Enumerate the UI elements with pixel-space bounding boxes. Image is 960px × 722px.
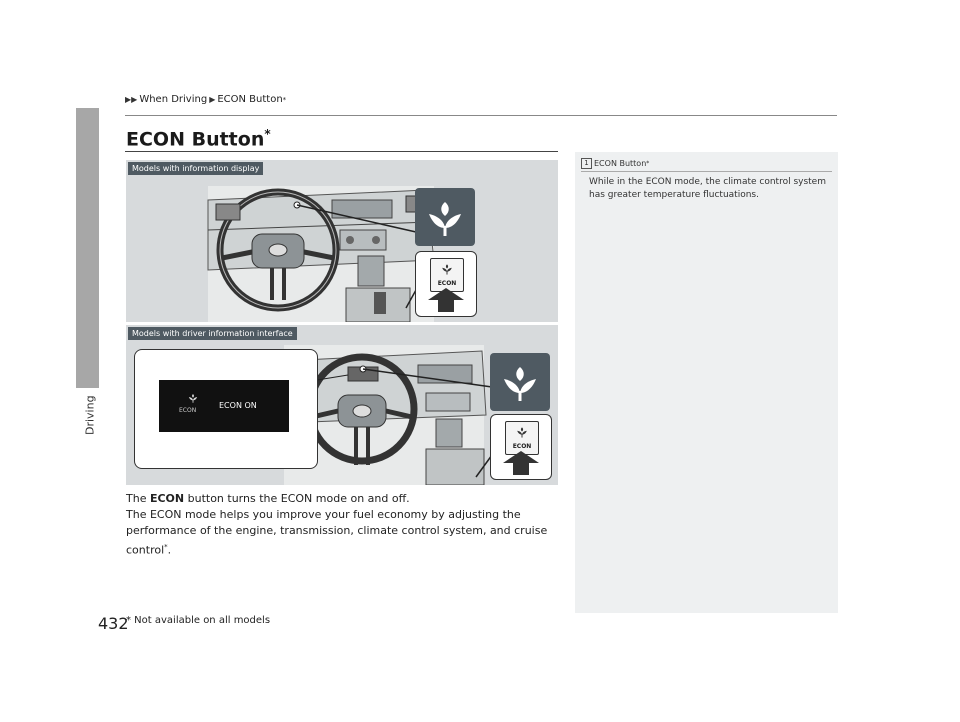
- page-number: 432: [98, 614, 129, 633]
- body-line-2-end: .: [167, 543, 172, 557]
- figure-tag: Models with driver information interface: [128, 327, 297, 340]
- page-title-star: *: [264, 127, 271, 141]
- breadcrumb-arrow-icon: ▶▶: [125, 95, 138, 104]
- section-label: Driving: [83, 395, 97, 435]
- title-rule: [125, 151, 558, 152]
- figure-driver-information-interface: [126, 325, 558, 485]
- econ-button-label: ECON: [512, 443, 532, 450]
- note-panel: [575, 152, 838, 613]
- econ-leaf-icon: [415, 188, 475, 246]
- econ-button: [505, 421, 539, 455]
- body-text: [126, 491, 556, 559]
- body-line-2: [126, 507, 556, 559]
- body-star: *: [164, 543, 168, 551]
- press-arrow-icon: [416, 288, 476, 314]
- body-line-1-post: button turns the ECON mode on and off.: [184, 492, 410, 505]
- econ-button: [430, 258, 464, 292]
- dashboard-illustration: [126, 160, 558, 322]
- econ-term: ECON: [149, 492, 185, 505]
- breadcrumb-arrow-icon: ▶: [209, 95, 216, 104]
- section-tab: [76, 108, 99, 388]
- footnote: * Not available on all models: [126, 615, 271, 626]
- breadcrumb-item-when-driving[interactable]: When Driving: [139, 94, 208, 105]
- breadcrumb-star: *: [282, 95, 287, 104]
- display-econ-label: ECON: [179, 407, 197, 414]
- note-heading-text[interactable]: ECON Button: [594, 159, 647, 168]
- econ-leaf-icon: [439, 262, 455, 276]
- econ-button-label: ECON: [437, 280, 457, 287]
- econ-icon-large: [490, 353, 550, 411]
- breadcrumb-item-econ-button[interactable]: ECON Button: [217, 94, 283, 105]
- econ-leaf-icon: [514, 425, 530, 439]
- body-line-1-pre: The: [126, 492, 150, 505]
- note-heading-star: *: [646, 160, 650, 167]
- body-line-2-text: The ECON mode helps you improve your fuel economy by adjusting the performance of the engine, transmission, climate control system, and cruise control: [126, 508, 548, 557]
- header-rule: [125, 115, 837, 116]
- econ-leaf-icon: [490, 353, 550, 411]
- breadcrumb: [125, 94, 286, 105]
- econ-button-closeup: [490, 414, 552, 480]
- display-closeup: [134, 349, 318, 469]
- note-rule: [581, 171, 832, 172]
- press-arrow-icon: [491, 451, 551, 477]
- driver-info-display: [159, 380, 289, 432]
- figure-information-display: [126, 160, 558, 322]
- econ-leaf-icon: [186, 392, 200, 404]
- econ-button-closeup: [415, 251, 477, 317]
- note-number: 1: [581, 158, 592, 169]
- page-title: [126, 127, 271, 150]
- econ-icon-large: [415, 188, 475, 246]
- figure-tag: Models with information display: [128, 162, 263, 175]
- note-heading: [581, 158, 649, 169]
- page-title-text: ECON Button: [126, 128, 265, 151]
- display-econ-on-text: ECON ON: [219, 401, 257, 410]
- body-line-1: [126, 491, 556, 507]
- note-text: While in the ECON mode, the climate control system has greater temperature fluctuations.: [589, 177, 826, 200]
